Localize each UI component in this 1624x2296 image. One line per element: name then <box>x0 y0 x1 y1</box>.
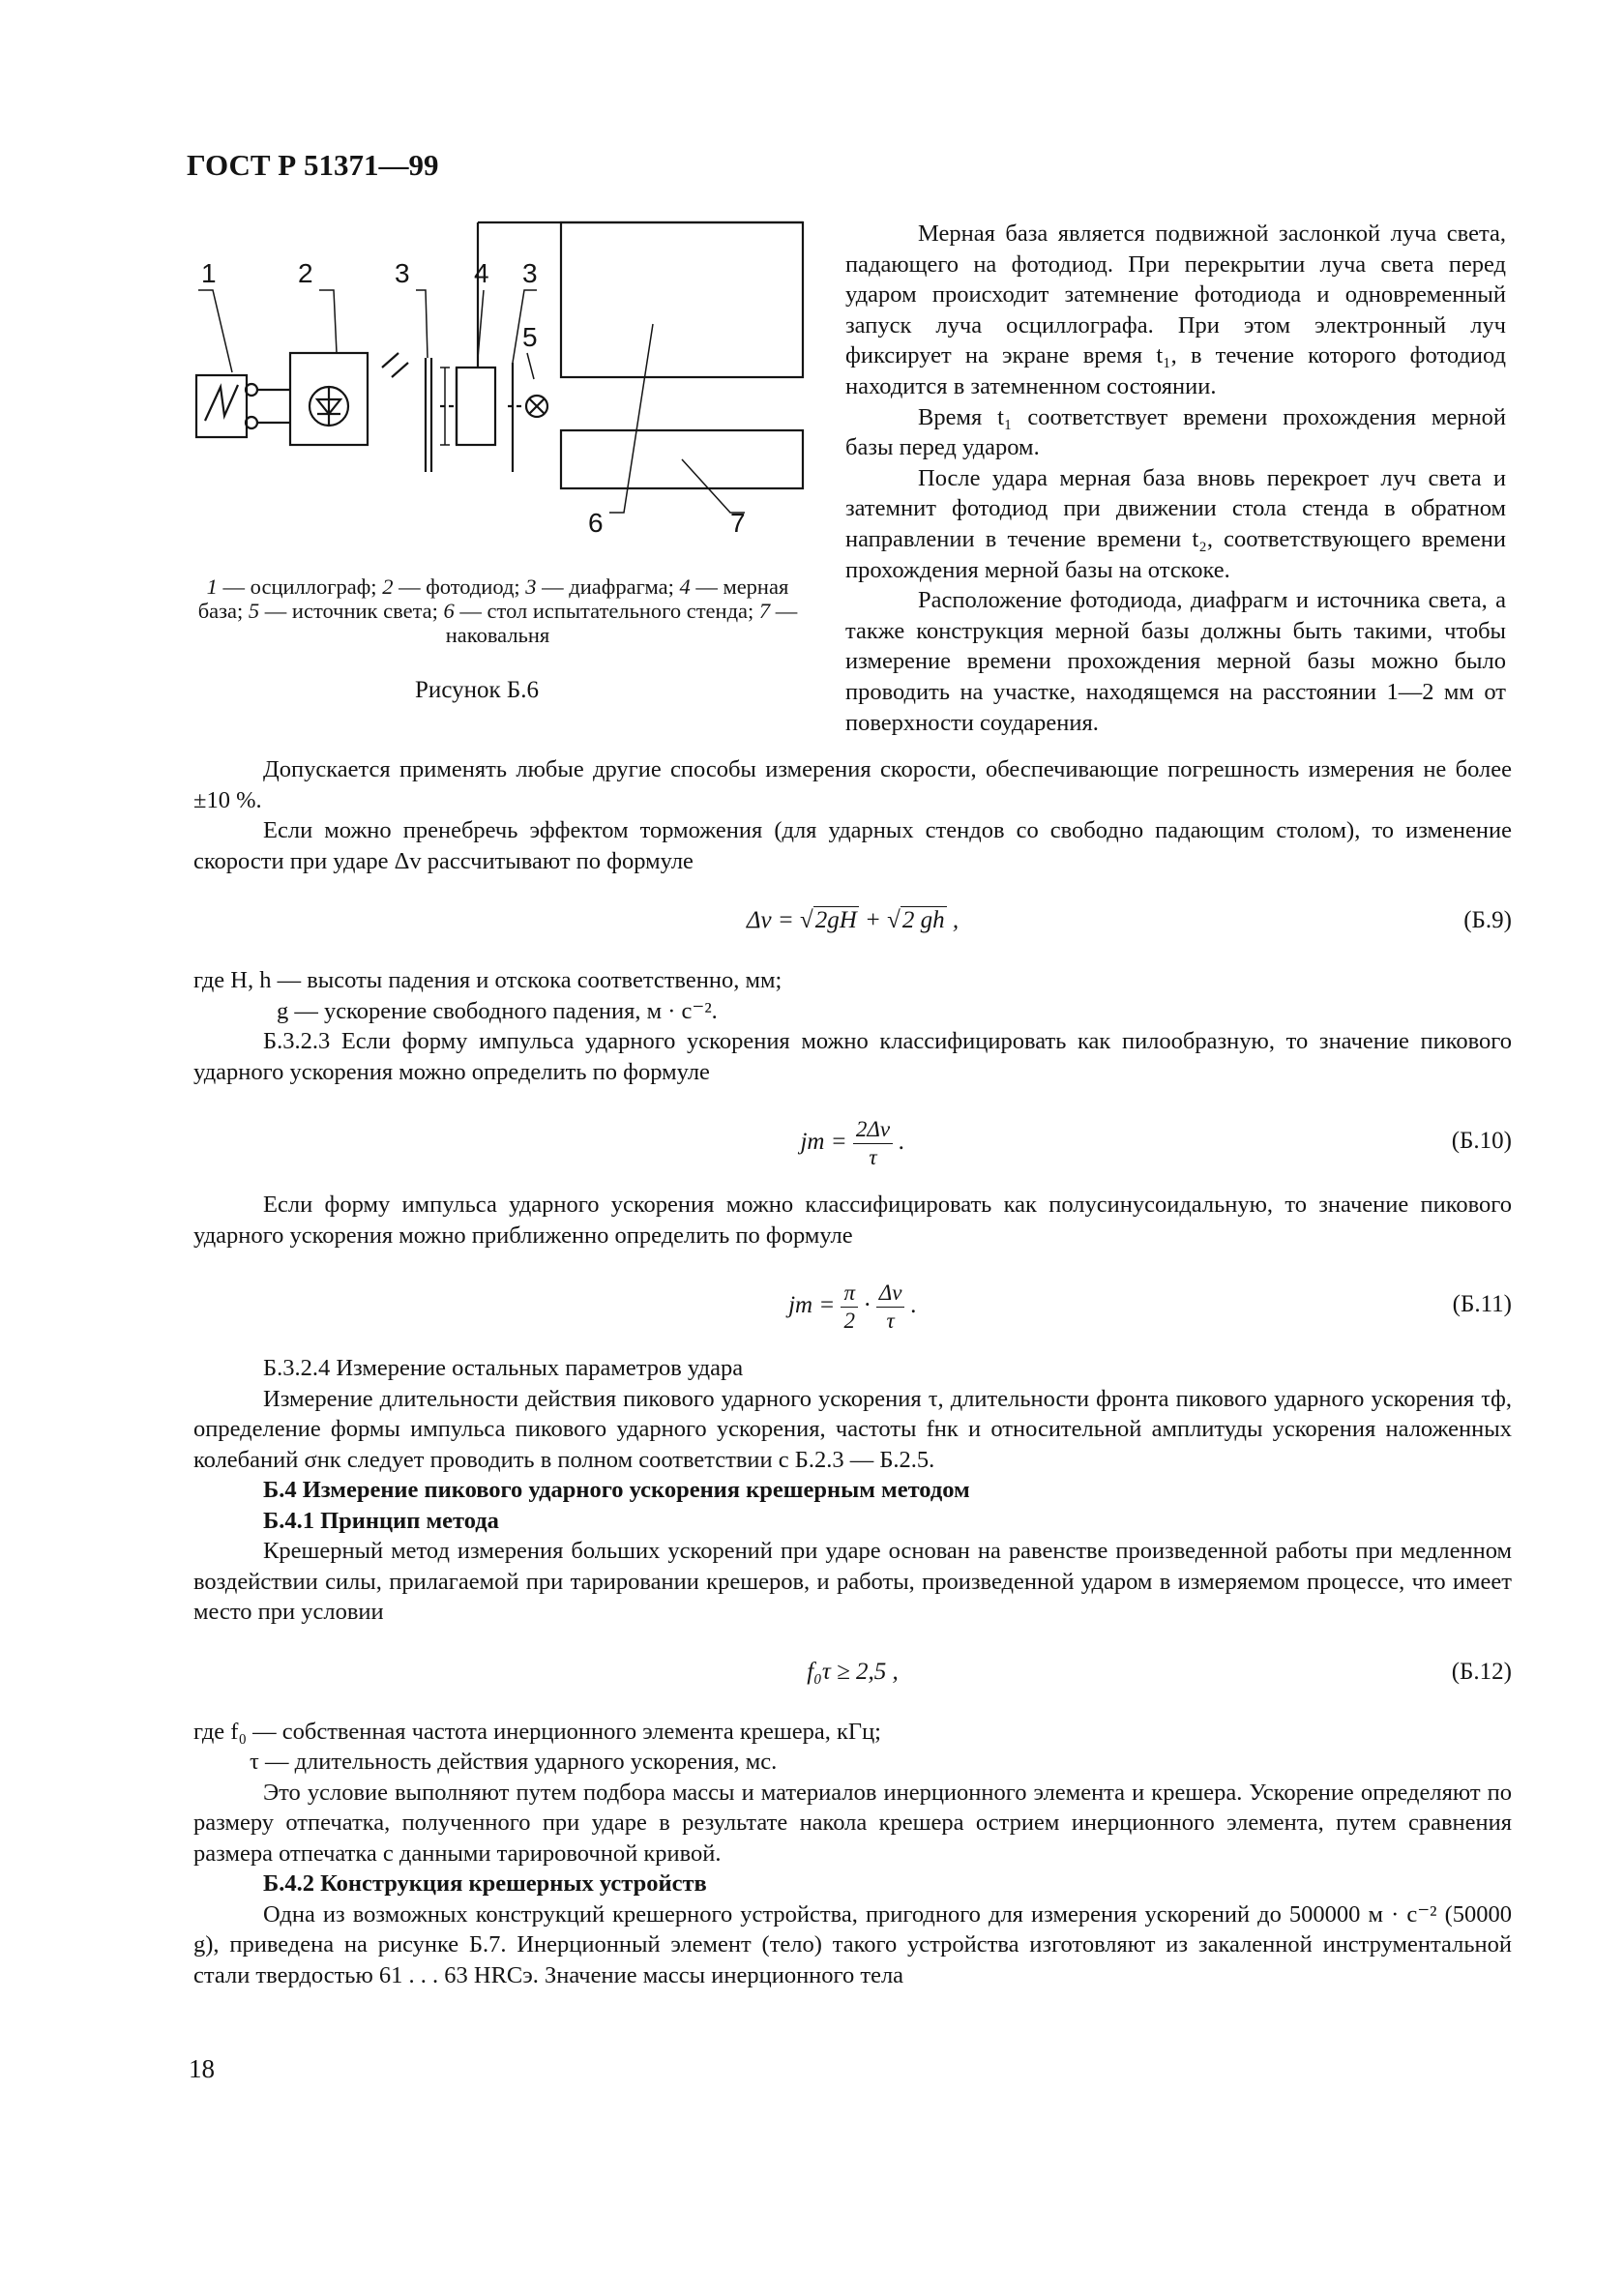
fraction <box>853 1116 893 1171</box>
caption-num-6: 6 <box>443 599 455 623</box>
paragraph: Если форму импульса ударного ускорения можно классифицировать как полусинусоидальную, то значение пикового ударного ускорения можно приближенно определить по формуле <box>193 1192 1512 1249</box>
formula-number: (Б.10) <box>1451 1128 1512 1154</box>
paragraph: Если можно пренебречь эффектом торможения (для ударных стендов со свободно падающим столом), то изменение скорости при ударе Δv рассчитывают по формуле <box>193 817 1512 874</box>
callout-4: 4 <box>474 258 489 288</box>
formula-b9-plus: + <box>858 907 888 933</box>
caption-text-3: — диафрагма; <box>536 574 680 599</box>
figure-title: Рисунок Б.6 <box>415 677 539 703</box>
paragraph: Допускается применять любые другие способы измерения скорости, обеспечивающие погрешность измерения не более ±10 %. <box>193 756 1512 813</box>
fraction-numerator: π <box>841 1280 858 1308</box>
formula-b9-tail: , <box>946 907 960 933</box>
callout-7: 7 <box>730 508 746 538</box>
measuring-base <box>457 368 495 445</box>
formula-b11-lhs: jm = <box>788 1292 842 1319</box>
paragraph: Крешерный метод измерения больших ускорений при ударе основан на равенстве произведенной работы при медленном воздействии силы, прилагаемой при тарировании крешеров, и работы, произведенной ударом в измеряемом процессе, что имеет место при условии <box>193 1538 1512 1625</box>
caption-num-4: 4 <box>679 574 691 599</box>
oscilloscope-box <box>196 375 247 437</box>
formula-b11-tail: . <box>904 1292 917 1319</box>
caption-num-1: 1 <box>206 574 218 599</box>
callout-1: 1 <box>201 258 217 288</box>
subsection-heading: Б.4.2 Конструкция крешерных устройств <box>263 1870 707 1897</box>
fraction <box>841 1280 858 1335</box>
where-clause: g — ускорение свободного падения, м · с⁻². <box>277 997 718 1024</box>
paragraph: Измерение длительности действия пикового ударного ускорения τ, длительности фронта пикового ударного ускорения τф, определение формы импульса пикового ударного ускорения, частоты fнк и относительной амплитуды ускорения наложенных колебаний σнк следует проводить в полном соответствии с Б.2.3 — Б.2.5. <box>193 1385 1512 1473</box>
formula-b9: Δv = √2gH + √2 gh , (Б.9) <box>193 894 1512 952</box>
section-heading: Б.4 Измерение пикового ударного ускорения крешерным методом <box>263 1477 970 1503</box>
fraction-numerator: Δv <box>876 1280 905 1308</box>
formula-number: (Б.11) <box>1452 1291 1512 1317</box>
caption-num-5: 5 <box>248 599 260 623</box>
caption-num-3: 3 <box>525 574 537 599</box>
formula-number: (Б.9) <box>1463 907 1512 933</box>
formula-b11-dot: · <box>857 1292 876 1319</box>
formula-b9-root-2: 2 gh <box>901 907 945 933</box>
subsection-heading: Б.4.1 Принцип метода <box>263 1507 499 1534</box>
caption-text-7: — наковальня <box>445 599 798 647</box>
fraction-denominator: τ <box>869 1145 877 1169</box>
caption-text-4: — мерная база; <box>197 574 789 623</box>
subsection-heading: Б.3.2.4 Измерение остальных параметров удара <box>263 1355 744 1381</box>
formula-b10-tail: . <box>893 1129 905 1156</box>
where-clause: τ — длительность действия ударного ускорения, мс. <box>250 1749 778 1775</box>
where-clause: где f₀ — собственная частота инерционного элемента крешера, кГц; <box>193 1718 881 1745</box>
test-stand-table <box>561 222 803 377</box>
formula-b11 <box>193 1268 1512 1339</box>
formula-b9-root-1: 2gH <box>814 907 857 933</box>
fraction-denominator: τ <box>886 1309 895 1333</box>
oscilloscope-trace <box>205 385 238 421</box>
callout-6: 6 <box>588 508 604 538</box>
right-column-text <box>845 219 1506 738</box>
fraction-denominator: 2 <box>843 1309 855 1333</box>
paragraph: Мерная база является подвижной заслонкой луча света, падающего на фотодиод. При перекрытии луча света перед ударом происходит затемнение фотодиода и одновременный запуск луча осциллографа. При этом электронный луч фиксирует на экране время t₁, в течение которого фотодиод находится в затемненном состоянии. <box>845 221 1506 399</box>
paragraph: Время t₁ соответствует времени прохождения мерной базы перед ударом. <box>845 403 1506 461</box>
fraction <box>876 1280 905 1335</box>
paragraph: После удара мерная база вновь перекроет луч света и затемнит фотодиод при движении стола стенда в обратном направлении в течение времени t₂, соответствующего времени прохождения мерной базы на отскоке. <box>845 464 1506 583</box>
caption-text-2: — фотодиод; <box>393 574 526 599</box>
figure-caption <box>187 574 809 647</box>
where-clause: где H, h — высоты падения и отскока соответственно, мм; <box>193 967 782 993</box>
fraction-numerator: 2Δv <box>853 1116 893 1144</box>
formula-b12 <box>193 1645 1512 1703</box>
formula-number: (Б.12) <box>1451 1658 1512 1685</box>
figure-b6-schematic <box>184 213 812 542</box>
caption-num-2: 2 <box>382 574 394 599</box>
paragraph: Б.3.2.3 Если форму импульса ударного ускорения можно классифицировать как пилообразную, то значение пикового ударного ускорения можно определить по формуле <box>193 1028 1512 1085</box>
formula-b10 <box>193 1104 1512 1176</box>
caption-num-7: 7 <box>758 599 771 623</box>
formula-b12-expr: f₀τ ≥ 2,5 , <box>807 1658 899 1685</box>
formula-b9-lhs: Δv = <box>746 907 800 933</box>
document-header: ГОСТ Р 51371—99 <box>187 148 439 182</box>
callout-2: 2 <box>298 258 313 288</box>
callout-3b: 3 <box>522 258 538 288</box>
paragraph: Расположение фотодиода, диафрагм и источника света, а также конструкция мерной базы должны быть такими, чтобы измерение времени прохождения мерной базы можно было проводить на участке, находящемся на расстоянии 1—2 мм от поверхности соударения. <box>845 587 1506 736</box>
main-body-text <box>193 754 1512 1990</box>
callout-3a: 3 <box>395 258 410 288</box>
paragraph: Одна из возможных конструкций крешерного устройства, пригодного для измерения ускорений до 500000 м · с⁻² (50000 g), приведена на рисунке Б.7. Инерционный элемент (тело) такого устройства изготовляют из закаленной инструментальной стали твердостью 61 . . . 63 HRCэ. Значение массы инерционного тела <box>193 1900 1512 1988</box>
caption-text-5: — источник света; <box>259 599 444 623</box>
formula-b10-lhs: jm = <box>800 1129 853 1156</box>
caption-text-6: — стол испытательного стенда; <box>454 599 759 623</box>
paragraph: Это условие выполняют путем подбора массы и материалов инерционного элемента и крешера. Ускорение определяют по размеру отпечатка, полученного при ударе в результате накола крешера острием инерционного элемента, путем сравнения размера отпечатка с данными тарировочной кривой. <box>193 1779 1512 1867</box>
page-number: 18 <box>189 2054 215 2083</box>
callout-5: 5 <box>522 322 538 352</box>
caption-text-1: — осциллограф; <box>217 574 383 599</box>
